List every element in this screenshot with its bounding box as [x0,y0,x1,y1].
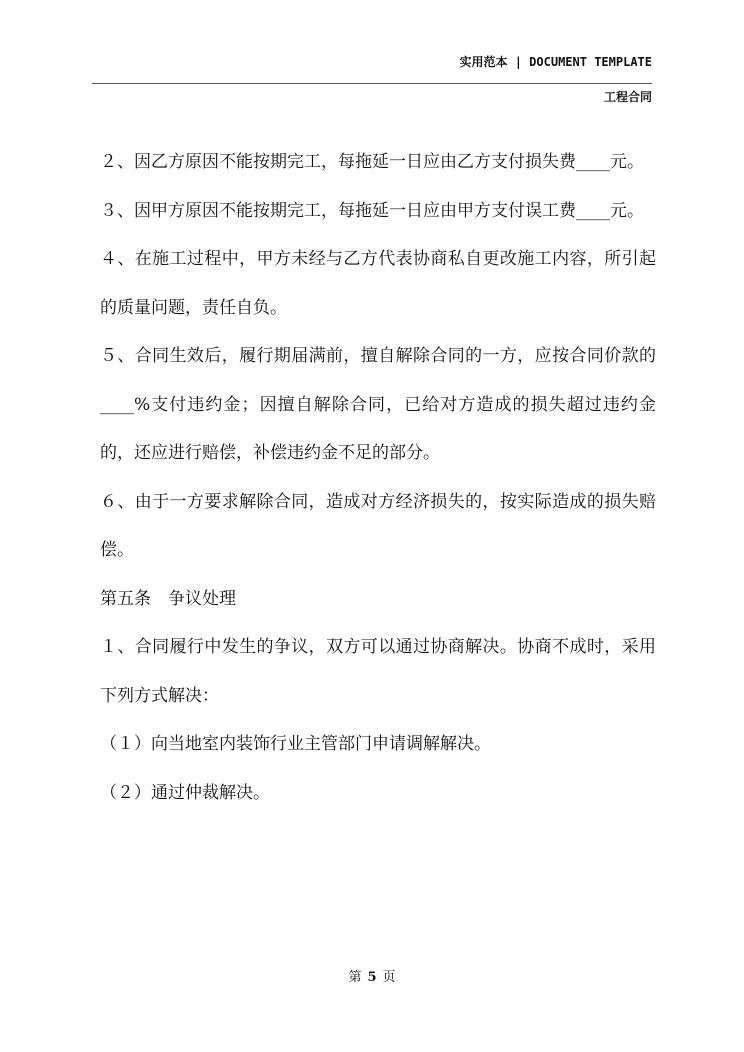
article-5-heading: 第五条 争议处理 [100,588,236,609]
header-brand: 实用范本 | DOCUMENT TEMPLATE [459,55,652,69]
dispute-option-1: （１）向当地室内装饰行业主管部门申请调解解决。 [100,734,491,754]
page-prefix: 第 [348,970,362,985]
header-doc-type: 工程合同 [603,90,652,104]
page-suffix: 页 [382,970,396,985]
page-number: 5 [367,970,377,985]
clause-6-paragraph: ６、由于一方要求解除合同，造成对方经济损失的，按实际造成的损失赔偿。 [100,491,656,560]
clause-5-paragraph: ５、合同生效后，履行期届满前，擅自解除合同的一方，应按合同价款的____%支付违约金；因擅自解除合同，已给对方造成的损失超过违约金的，还应进行赔偿，补偿违约金不足的部分。 [100,346,656,463]
dispute-option-2: （２）通过仲裁解决。 [100,782,270,803]
page-footer [0,966,744,985]
clause-2-paragraph: ２、因乙方原因不能按期完工，每拖延一日应由乙方支付损失费____元。 [100,152,644,172]
document-body [100,138,656,817]
clause-4-paragraph: ４、在施工过程中，甲方未经与乙方代表协商私自更改施工内容，所引起的质量问题，责任自负。 [100,249,656,318]
clause-3-paragraph: ３、因甲方原因不能按期完工，每拖延一日应由甲方支付误工费____元。 [100,200,644,221]
header-divider [92,83,652,84]
dispute-clause-1-paragraph: １、合同履行中发生的争议，双方可以通过协商解决。协商不成时，采用下列方式解决： [100,637,656,706]
